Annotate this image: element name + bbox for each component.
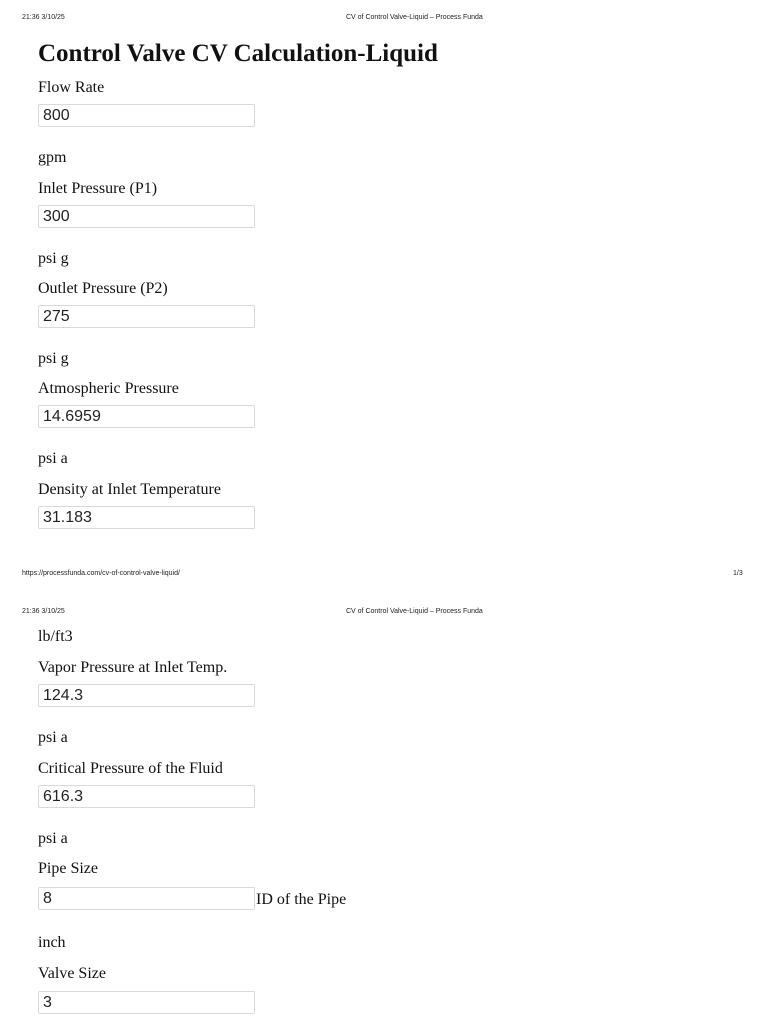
vapor-pressure-unit: psi a <box>38 729 68 746</box>
critical-pressure-label: Critical Pressure of the Fluid <box>38 760 223 777</box>
pipe-size-label: Pipe Size <box>38 860 98 877</box>
flow-rate-input[interactable] <box>38 104 255 127</box>
atmospheric-pressure-label: Atmospheric Pressure <box>38 380 179 397</box>
density-unit: lb/ft3 <box>38 628 73 645</box>
inlet-pressure-unit: psi g <box>38 250 69 267</box>
print-datetime: 21:36 3/10/25 <box>22 608 65 615</box>
atmospheric-pressure-unit: psi a <box>38 450 68 467</box>
critical-pressure-unit: psi a <box>38 830 68 847</box>
outlet-pressure-label: Outlet Pressure (P2) <box>38 280 168 297</box>
pipe-size-unit: inch <box>38 934 66 951</box>
inlet-pressure-label: Inlet Pressure (P1) <box>38 180 158 197</box>
valve-size-label: Valve Size <box>38 965 106 982</box>
inlet-pressure-input[interactable] <box>38 205 255 228</box>
page-title: Control Valve CV Calculation-Liquid <box>38 40 438 67</box>
flow-rate-label: Flow Rate <box>38 79 105 96</box>
print-doc-title: CV of Control Valve-Liquid – Process Funda <box>346 14 483 21</box>
density-input[interactable] <box>38 506 255 529</box>
density-label: Density at Inlet Temperature <box>38 481 221 498</box>
vapor-pressure-input[interactable] <box>38 684 255 707</box>
print-doc-title: CV of Control Valve-Liquid – Process Funda <box>346 608 483 615</box>
valve-size-input[interactable] <box>38 991 255 1014</box>
flow-rate-unit: gpm <box>38 149 67 166</box>
outlet-pressure-input[interactable] <box>38 305 255 328</box>
outlet-pressure-unit: psi g <box>38 350 69 367</box>
print-page-number: 1/3 <box>733 570 743 577</box>
atmospheric-pressure-input[interactable] <box>38 405 255 428</box>
pipe-size-input[interactable] <box>38 887 255 910</box>
vapor-pressure-label: Vapor Pressure at Inlet Temp. <box>38 659 228 676</box>
print-url: https://processfunda.com/cv-of-control-valve-liquid/ <box>22 570 180 577</box>
critical-pressure-input[interactable] <box>38 785 255 808</box>
pipe-id-note: ID of the Pipe <box>256 891 347 908</box>
print-datetime: 21:36 3/10/25 <box>22 14 65 21</box>
